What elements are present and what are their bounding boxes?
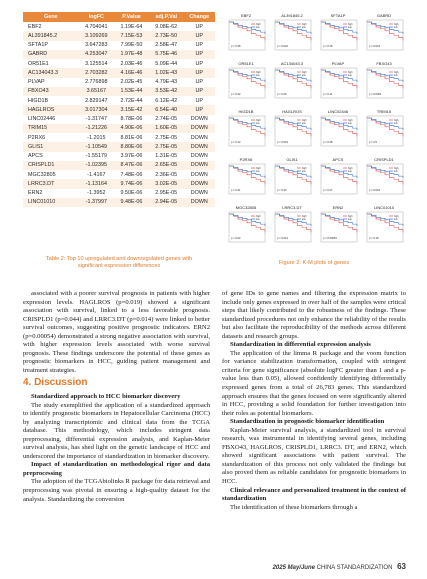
cell-change: UP <box>184 59 215 68</box>
km-p-value: p = 0.019 <box>277 141 288 144</box>
figure-caption: Figure 2: K-M plots of genes <box>278 260 350 266</box>
cell-pvalue: 9.48E-06 <box>114 198 149 207</box>
cell-gene: OR51E1 <box>23 59 78 68</box>
km-legend-high: high <box>394 215 399 218</box>
cell-logfc: 3.109269 <box>78 31 114 40</box>
cell-adjp: 1.60E-05 <box>149 124 184 133</box>
table-caption-line2: significant expression differences <box>77 263 161 269</box>
col-gene: Gene <box>23 12 78 22</box>
cell-change: DOWN <box>184 161 215 170</box>
footer-issue: May/June <box>287 565 315 571</box>
cell-change: DOWN <box>184 189 215 198</box>
km-p-value: p = 0.044 <box>369 189 380 192</box>
km-p-value: p = 0.62 <box>231 237 241 240</box>
left-paragraph-3: The adoption of the TCGAbiolinks R package for data retrieval and preprocessing was pivotal in ensuring a high-quality dataset for the analysis. Standardizing the conversion <box>23 478 210 503</box>
cell-adjp: 6.12E-42 <box>149 96 184 105</box>
cell-adjp: 1.02E-43 <box>149 68 184 77</box>
cell-pvalue: 9.74E-06 <box>114 179 149 188</box>
cell-pvalue: 2.72E-44 <box>114 96 149 105</box>
km-p-value: p = 0.18 <box>369 237 379 240</box>
cell-pvalue: 2.02E-45 <box>114 78 149 87</box>
cell-change: UP <box>184 31 215 40</box>
right-column <box>222 290 406 512</box>
cell-adjp: 2.74E-05 <box>149 115 184 124</box>
cell-change: UP <box>184 87 215 96</box>
km-panel-title: EBF2 <box>240 13 252 18</box>
cell-pvalue: 1.19E-64 <box>114 22 149 31</box>
cell-gene: AC134043.3 <box>23 68 78 77</box>
cell-gene: LINC01010 <box>23 198 78 207</box>
km-legend-low: low <box>394 26 398 29</box>
table-row <box>23 41 215 50</box>
table-row <box>23 115 215 124</box>
cell-logfc: -1.3952 <box>78 189 114 198</box>
km-panel-title: TRIM15 <box>376 109 392 114</box>
right-paragraph-2: The application of the limma R package and the voom function for variance stabilization transformation, coupled with stringent criteria for gene significance (absolute logFC greater than 1 and a p-value less than 0.05), allowed confidently identifying differentially expressed genes from a total of 26,783 genes. This standardized approach ensures that the genes focused on were significantly altered in HCC, providing a solid foundation for further investigation into their roles as potential biomarkers. <box>222 349 406 417</box>
cell-logfc: -1.21226 <box>78 124 114 133</box>
cell-logfc: 2.776898 <box>78 78 114 87</box>
right-subheading-2: Standardization in prognostic biomarker identification <box>230 418 385 426</box>
footer-year: 2025 <box>272 565 286 571</box>
cell-pvalue: 4.90E-06 <box>114 124 149 133</box>
cell-adjp: 2.58E-47 <box>149 41 184 50</box>
km-legend-low: low <box>302 170 306 173</box>
cell-adjp: 3.53E-42 <box>149 87 184 96</box>
km-p-value: p = 0.26 <box>277 93 287 96</box>
km-figure <box>222 12 406 252</box>
cell-pvalue: 8.81E-06 <box>114 133 149 142</box>
km-legend-high: high <box>348 23 353 26</box>
right-subheading-3: Clinical relevance and personalized treatment in the context of standardization <box>222 486 406 503</box>
cell-adjp: 2.75E-05 <box>149 142 184 151</box>
cell-gene: AL391845.2 <box>23 31 78 40</box>
km-panel-title: LINC02446 <box>327 109 349 114</box>
table-row <box>23 133 215 142</box>
km-panel-title: LINC01010 <box>373 205 395 210</box>
cell-logfc: 3.125514 <box>78 59 114 68</box>
table-row <box>23 170 215 179</box>
right-paragraph-1: of gene IDs to gene names and filtering the expression matrix to include only genes expressed in over half of the samples were critical steps that likely contributed to the robustness of the findings. These standardized procedures not only enhance the reliability of the results but also facilitate the reproducibility of the methods across different datasets and research groups. <box>222 290 406 340</box>
km-p-value: p = 0.38 <box>231 45 241 48</box>
km-panel-title: FBXO43 <box>376 61 392 66</box>
km-legend-low: low <box>256 170 260 173</box>
km-legend-high: high <box>302 71 307 74</box>
km-legend-low: low <box>302 74 306 77</box>
km-p-value: p = 0.022 <box>277 45 288 48</box>
table-row <box>23 31 215 40</box>
cell-adjp: 2.65E-05 <box>149 161 184 170</box>
cell-adjp: 5.75E-46 <box>149 50 184 59</box>
cell-adjp: 2.94E-05 <box>149 198 184 207</box>
cell-pvalue: 9.50E-06 <box>114 189 149 198</box>
cell-change: UP <box>184 105 215 114</box>
table-row <box>23 105 215 114</box>
cell-pvalue: 7.48E-06 <box>114 170 149 179</box>
table-row <box>23 78 215 87</box>
cell-logfc: -1.55179 <box>78 152 114 161</box>
cell-logfc: -1.2015 <box>78 133 114 142</box>
km-legend-low: low <box>348 74 352 77</box>
right-subheading-1: Standardization in differential expression analysis <box>230 341 371 349</box>
cell-change: DOWN <box>184 142 215 151</box>
km-legend-high: high <box>348 167 353 170</box>
km-legend-high: high <box>256 71 261 74</box>
km-legend-low: low <box>348 122 352 125</box>
cell-pvalue: 8.78E-06 <box>114 115 149 124</box>
km-legend-high: high <box>302 215 307 218</box>
table-row <box>23 22 215 31</box>
km-panel-title: OR51E1 <box>238 61 254 66</box>
table-row <box>23 161 215 170</box>
cell-gene: MGC32805 <box>23 170 78 179</box>
km-panel-title: AL391845.2 <box>281 13 303 18</box>
km-legend-high: high <box>302 167 307 170</box>
table-row <box>23 179 215 188</box>
table-row <box>23 152 215 161</box>
km-p-value: p = 0.32 <box>231 93 241 96</box>
page-footer <box>273 562 406 571</box>
cell-logfc: -1.37997 <box>78 198 114 207</box>
km-legend-high: high <box>394 167 399 170</box>
table-row <box>23 59 215 68</box>
km-panel-title: PLVAP <box>331 61 345 66</box>
km-legend-low: low <box>256 218 260 221</box>
table-row <box>23 198 215 207</box>
cell-adjp: 2.95E-05 <box>149 189 184 198</box>
cell-logfc: 3.647283 <box>78 41 114 50</box>
km-panel-title: SFTA1P <box>330 13 346 18</box>
km-p-value: p = 0.27 <box>323 189 333 192</box>
table-header-row <box>23 12 215 22</box>
cell-logfc: 4.704041 <box>78 22 114 31</box>
km-p-value: p = 0.12 <box>231 141 241 144</box>
km-panel-title: LRRC3.DT <box>282 205 302 210</box>
km-legend-low: low <box>256 26 260 29</box>
cell-gene: LINC02446 <box>23 115 78 124</box>
cell-logfc: 3.65167 <box>78 87 114 96</box>
table-row <box>23 87 215 96</box>
km-p-value: p = 0.043 <box>369 45 380 48</box>
km-panel-title: HIGD1B <box>238 109 254 114</box>
left-paragraph-1: associated with a poorer survival prognosis in patients with higher expression levels. HAGLROS (p=0.019) showed a significant association with survival, linked to a less favorable prognosis. CRISPLD1 (p=0.044) and LRRC3.DT (p=0.014) were linked to better survival outcomes, suggesting positive prognostic indicators. ERN2 (p=0.00054) demonstrated a strong negative association with survival, with higher expression levels associated with worse survival prognosis. These findings underscore the potential of these genes as prognostic biomarkers in HCC, guiding patient management and treatment strategies. <box>23 290 210 374</box>
cell-change: UP <box>184 96 215 105</box>
km-legend-low: low <box>348 170 352 173</box>
km-panel-title: GLIS1 <box>286 157 298 162</box>
cell-logfc: -1.02395 <box>78 161 114 170</box>
table-row <box>23 96 215 105</box>
km-legend-high: high <box>348 71 353 74</box>
km-legend-high: high <box>348 215 353 218</box>
cell-gene: P2RX6 <box>23 133 78 142</box>
cell-adjp: 1.31E-05 <box>149 152 184 161</box>
km-panel-title: APCS <box>332 157 344 162</box>
cell-pvalue: 3.97E-06 <box>114 152 149 161</box>
cell-gene: ERN2 <box>23 189 78 198</box>
left-subheading-2: Impact of standardization on methodological rigor and data preprocessing <box>23 461 210 477</box>
km-p-value: p = 0.014 <box>277 237 288 240</box>
cell-logfc: -1.10549 <box>78 142 114 151</box>
km-legend-low: low <box>394 170 398 173</box>
col-logfc: logFC <box>78 12 114 22</box>
km-panel-title: ERN2 <box>332 205 344 210</box>
cell-change: DOWN <box>184 124 215 133</box>
km-legend-low: low <box>394 74 398 77</box>
km-p-value: p = 0.00054 <box>323 237 337 240</box>
km-legend-high: high <box>256 119 261 122</box>
km-p-value: p = 0.41 <box>231 189 241 192</box>
cell-adjp: 2.73E-50 <box>149 31 184 40</box>
cell-pvalue: 1.53E-44 <box>114 87 149 96</box>
km-legend-low: low <box>302 122 306 125</box>
cell-logfc: 2.703282 <box>78 68 114 77</box>
cell-adjp: 6.54E-40 <box>149 105 184 114</box>
cell-pvalue: 7.99E-50 <box>114 41 149 50</box>
col-pvalue: P.Value <box>114 12 149 22</box>
km-legend-high: high <box>302 119 307 122</box>
km-p-value: p = 0.5 <box>369 141 378 144</box>
table-row <box>23 189 215 198</box>
km-panel-title: HAGLROS <box>282 109 302 114</box>
cell-pvalue: 7.15E-53 <box>114 31 149 40</box>
cell-logfc: 3.017304 <box>78 105 114 114</box>
cell-gene: PLVAP <box>23 78 78 87</box>
km-legend-low: low <box>302 218 306 221</box>
cell-logfc: -1.31747 <box>78 115 114 124</box>
right-paragraph-4: The identification of these biomarkers through a <box>230 503 358 511</box>
km-legend-low: low <box>348 26 352 29</box>
section-heading: 4. Discussion <box>23 377 88 389</box>
km-legend-high: high <box>256 167 261 170</box>
cell-gene: GLIS1 <box>23 142 78 151</box>
cell-gene: HIGD1B <box>23 96 78 105</box>
km-panel-title: MGC32805 <box>235 205 257 210</box>
cell-gene: LRRC3.DT <box>23 179 78 188</box>
cell-pvalue: 4.16E-46 <box>114 68 149 77</box>
cell-adjp: 2.36E-05 <box>149 170 184 179</box>
table-row <box>23 50 215 59</box>
footer-journal: CHINA STANDARDIZATION <box>316 565 393 571</box>
table-caption <box>23 256 215 270</box>
table-row <box>23 68 215 77</box>
cell-change: DOWN <box>184 179 215 188</box>
km-p-value: p = 0.33 <box>277 189 287 192</box>
cell-adjp: 5.09E-44 <box>149 59 184 68</box>
km-legend-low: low <box>348 218 352 221</box>
cell-gene: FBXO43 <box>23 87 78 96</box>
table-row <box>23 124 215 133</box>
km-p-value: p = 0.28 <box>323 141 333 144</box>
km-p-value: p = 0.0001 <box>369 93 382 96</box>
cell-adjp: 9.08E-62 <box>149 22 184 31</box>
km-panel-title: CRISPLD1 <box>374 157 394 162</box>
cell-change: DOWN <box>184 133 215 142</box>
km-legend-high: high <box>348 119 353 122</box>
km-p-value: p = 0.11 <box>323 93 333 96</box>
cell-change: DOWN <box>184 170 215 179</box>
cell-gene: APCS <box>23 152 78 161</box>
km-p-value: p = 0.16 <box>323 45 333 48</box>
gene-table-container <box>23 12 215 207</box>
cell-logfc: 2.829147 <box>78 96 114 105</box>
km-panel-title: P2RX6 <box>239 157 253 162</box>
cell-pvalue: 1.97E-48 <box>114 50 149 59</box>
km-legend-high: high <box>256 23 261 26</box>
km-legend-low: low <box>394 122 398 125</box>
cell-pvalue: 8.80E-06 <box>114 142 149 151</box>
cell-change: UP <box>184 68 215 77</box>
deg-table <box>23 12 215 207</box>
cell-gene: HAGLROS <box>23 105 78 114</box>
left-column <box>23 290 210 504</box>
km-panel-title: GABRD <box>376 13 392 18</box>
table-body <box>23 22 215 207</box>
km-legend-high: high <box>394 71 399 74</box>
cell-pvalue: 2.03E-46 <box>114 59 149 68</box>
cell-logfc: -1.4167 <box>78 170 114 179</box>
cell-change: DOWN <box>184 115 215 124</box>
km-panel-title: AC134043.3 <box>280 61 304 66</box>
km-legend-high: high <box>394 119 399 122</box>
km-legend-high: high <box>394 23 399 26</box>
cell-gene: GABRD <box>23 50 78 59</box>
page-number: 63 <box>397 562 406 571</box>
col-change: Change <box>184 12 215 22</box>
table-caption-line1: Table 2: Top 10 upregulated and downregulated genes with <box>45 256 193 262</box>
cell-pvalue: 8.47E-06 <box>114 161 149 170</box>
cell-gene: EBF2 <box>23 22 78 31</box>
km-legend-low: low <box>302 26 306 29</box>
cell-adjp: 3.02E-05 <box>149 179 184 188</box>
cell-gene: CRISPLD1 <box>23 161 78 170</box>
km-legend-low: low <box>394 218 398 221</box>
cell-change: UP <box>184 50 215 59</box>
cell-change: UP <box>184 41 215 50</box>
left-paragraph-2: The study exemplified the application of a standardized approach to identify prognostic biomarkers in Hepatocellular Carcinoma (HCC) by analyzing transcriptomic and clinical data from the TCGA database. This methodology, which includes stringent data preprocessing, differential expression analysis, and Kaplan-Meier survival analysis, has shed light on the genetic landscape of HCC and underscored the importance of standardization in biomarker discovery. <box>23 401 210 460</box>
cell-change: UP <box>184 78 215 87</box>
left-subheading-1: Standardized approach to HCC biomarker discovery <box>31 393 181 401</box>
cell-gene: TRIM15 <box>23 124 78 133</box>
cell-gene: SFTA1P <box>23 41 78 50</box>
cell-logfc: -1.13164 <box>78 179 114 188</box>
cell-adjp: 2.75E-05 <box>149 133 184 142</box>
right-paragraph-3: Kaplan-Meier survival analysis, a standardized tool in survival research, was instrumental in identifying several genes, including FBXO43, HAGLROS, CRISPLD1, LRRC3. DT, and ERN2, which showed significant associations with patient survival. The standardization of this process not only validated the findings but also proved them as reliable candidates for prognostic biomarkers in HCC. <box>222 426 406 486</box>
km-legend-high: high <box>302 23 307 26</box>
cell-pvalue: 3.15E-42 <box>114 105 149 114</box>
table-row <box>23 142 215 151</box>
cell-change: DOWN <box>184 198 215 207</box>
km-legend-low: low <box>256 74 260 77</box>
cell-change: DOWN <box>184 152 215 161</box>
km-legend-high: high <box>256 215 261 218</box>
cell-logfc: 4.253047 <box>78 50 114 59</box>
km-legend-low: low <box>256 122 260 125</box>
cell-adjp: 4.79E-43 <box>149 78 184 87</box>
cell-change: UP <box>184 22 215 31</box>
col-adjp: adj.P.Val <box>149 12 184 22</box>
